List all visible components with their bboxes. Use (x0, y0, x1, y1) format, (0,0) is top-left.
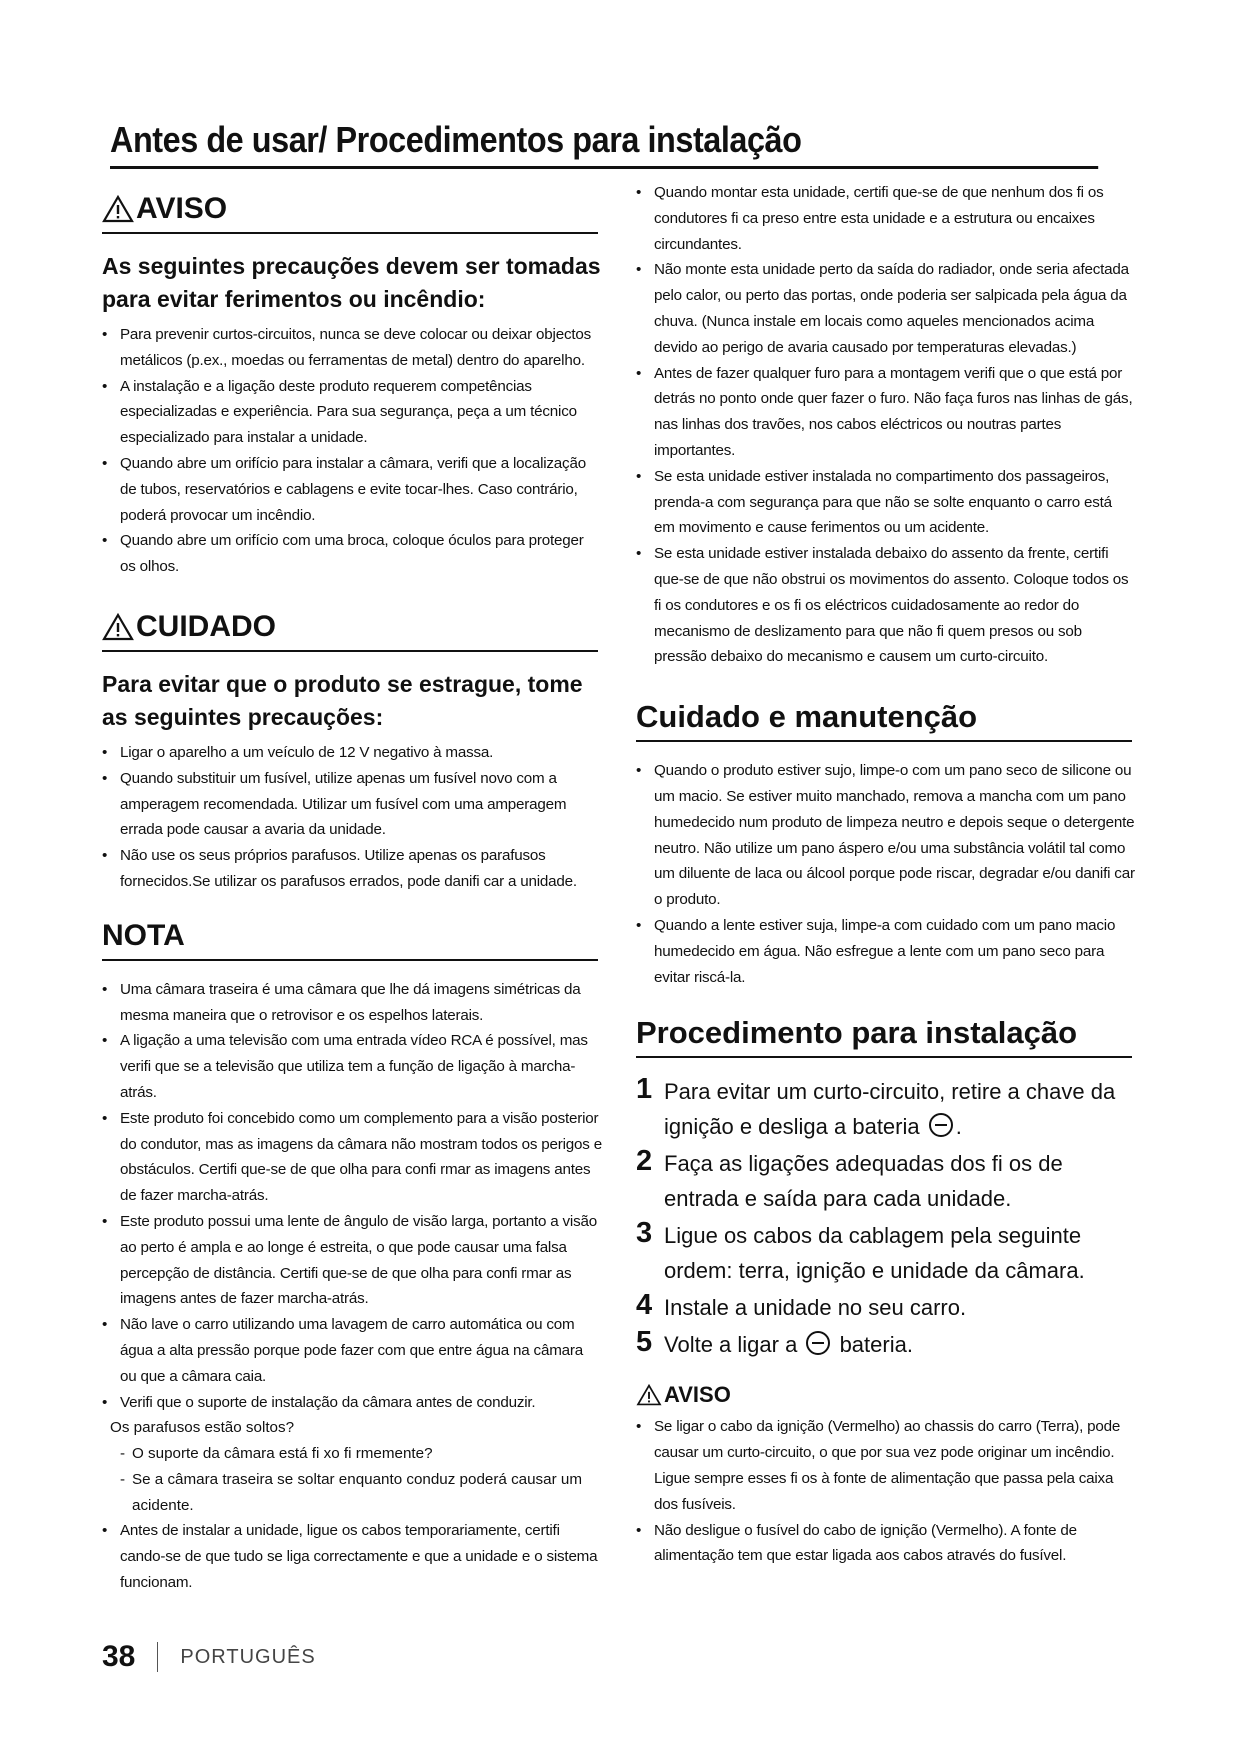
step-text: Para evitar um curto-circuito, retire a chave da ignição e desliga a bateria (664, 1079, 1116, 1140)
step-text: Instale a unidade no seu carro. (664, 1295, 967, 1321)
list-item: • Para prevenir curtos-circuitos, nunca se deve colocar ou deixar objectos metálicos (p.ex., moedas ou ferramentas de metal) dentro do aparelho. (102, 322, 602, 374)
step-suffix: . (955, 1114, 962, 1140)
aviso2-heading (636, 1382, 1136, 1408)
warning-triangle-icon (102, 613, 134, 641)
procedimento-heading-text: Procedimento para instalação (636, 1015, 1078, 1051)
list-item: • Quando substituir um fusível, utilize apenas um fusível novo com a amperagem recomendada. Utilizar um fusível com uma amperagem errada pode causar a avaria da unidade. (102, 766, 602, 843)
list-item: • Quando montar esta unidade, certifi que-se de que nenhum dos fi os condutores fi ca preso entre esta unidade e a estrutura ou encaixes circundantes. (636, 180, 1136, 257)
page-title: Antes de usar/ Procedimentos para instalação (110, 118, 1098, 169)
page-number: 38 (102, 1640, 136, 1673)
list-item: • Não desligue o fusível do cabo de ignição (Vermelho). A fonte de alimentação tem que estar ligada aos cabos através do fusível. (636, 1518, 1136, 1570)
list-item: • Verifi que o suporte de instalação da câmara antes de conduzir. (102, 1390, 602, 1416)
step-number: 2 (636, 1145, 653, 1178)
step-item (636, 1290, 1136, 1325)
nota-list (102, 977, 602, 1416)
nota-list-end (102, 1518, 602, 1595)
step-item (636, 1218, 1136, 1288)
step-item (636, 1327, 1136, 1362)
step-number: 1 (636, 1073, 653, 1106)
nota-followup: Os parafusos estão soltos? (110, 1419, 295, 1437)
footer-divider (157, 1642, 158, 1672)
list-item: • A ligação a uma televisão com uma entrada vídeo RCA é possível, mas verifi que se a televisão que utiliza tem a função de ligação à marcha-atrás. (102, 1028, 602, 1105)
procedimento-heading (636, 1014, 1132, 1058)
aviso-list (102, 322, 602, 580)
list-item: • A instalação e a ligação deste produto requerem competências especializadas e experiência. Para sua segurança, peça a um técnico especializado para instalar a unidade. (102, 374, 602, 451)
manutencao-list (636, 758, 1136, 990)
step-item (636, 1074, 1136, 1144)
aviso-heading-text: AVISO (136, 192, 228, 225)
list-item: • Este produto possui uma lente de ângulo de visão larga, portanto a visão ao perto é ampla e ao longe é estreita, o que pode causar uma falsa percepção de distância. Certifi que-se de que olha para confi rmar as imagens antes de fazer marcha-atrás. (102, 1209, 602, 1312)
step-text: Faça as ligações adequadas dos fi os de entrada e saída para cada unidade. (664, 1151, 1063, 1212)
step-number: 5 (636, 1326, 653, 1359)
list-item: • Não use os seus próprios parafusos. Utilize apenas os parafusos fornecidos.Se utilizar os parafusos errados, pode danifi car a unidade. (102, 843, 602, 895)
list-item: • Se esta unidade estiver instalada no compartimento dos passageiros, prenda-a com segurança para que não se solte enquanto o carro está em movimento e cause ferimentos ou um acidente. (636, 464, 1136, 541)
aviso2-list (636, 1414, 1136, 1569)
cuidado-subheading: Para evitar que o produto se estrague, tome as seguintes precauções: (102, 670, 583, 730)
nota-dash-item: - O suporte da câmara está fi xo fi rmemente? (102, 1441, 602, 1467)
manutencao-heading (636, 698, 1132, 742)
battery-negative-icon (806, 1331, 830, 1355)
aviso2-heading-text: AVISO (664, 1382, 731, 1408)
list-item: • Não monte esta unidade perto da saída do radiador, onde seria afectada pelo calor, ou perto das portas, onde poderia ser salpicada pela água da chuva. (Nunca instale em locais como aqueles mencionados acima devido ao perigo de avaria causado por temperaturas elevadas.) (636, 257, 1136, 360)
list-item: • Este produto foi concebido como um complemento para a visão posterior do condutor, mas as imagens da câmara não mostram todos os perigos e obstáculos. Certifi que-se de que olha para confi rmar as imagens antes de fazer marcha-atrás. (102, 1106, 602, 1209)
aviso-subheading: As seguintes precauções devem ser tomadas para evitar ferimentos ou incêndio: (102, 253, 601, 312)
step-text: Volte a ligar a (664, 1332, 798, 1358)
list-item: • Quando a lente estiver suja, limpe-a com cuidado com um pano macio humedecido em água. Não esfregue a lente com um pano seco para evitar riscá-la. (636, 913, 1136, 990)
right-column (636, 180, 1136, 1569)
nota-heading-text: NOTA (102, 918, 185, 952)
step-number: 3 (636, 1217, 653, 1250)
footer-language: PORTUGUÊS (180, 1645, 316, 1668)
list-item: • Quando abre um orifício para instalar a câmara, verifi que a localização de tubos, reservatórios e cablagens e evite tocar-lhes. Caso contrário, poderá provocar um incêndio. (102, 451, 602, 528)
warning-triangle-icon (636, 1384, 662, 1406)
step-suffix: bateria. (839, 1332, 913, 1358)
page-footer (102, 1640, 316, 1674)
cuidado-list (102, 740, 602, 895)
procedimento-steps (636, 1074, 1136, 1362)
battery-negative-icon (929, 1113, 953, 1137)
step-text: Ligue os cabos da cablagem pela seguinte ordem: terra, ignição e unidade da câmara. (664, 1223, 1085, 1284)
step-item (636, 1146, 1136, 1216)
cuidado-heading (102, 608, 598, 652)
nota-heading (102, 917, 598, 961)
list-item: • Antes de instalar a unidade, ligue os cabos temporariamente, certifi cando-se de que tudo se liga correctamente e que a unidade e o sistema funcionam. (102, 1518, 602, 1595)
warning-triangle-icon (102, 195, 134, 223)
manutencao-heading-text: Cuidado e manutenção (636, 699, 978, 735)
list-item: • Uma câmara traseira é uma câmara que lhe dá imagens simétricas da mesma maneira que o retrovisor e os espelhos laterais. (102, 977, 602, 1029)
list-item: • Quando abre um orifício com uma broca, coloque óculos para proteger os olhos. (102, 528, 602, 580)
list-item: • Antes de fazer qualquer furo para a montagem verifi que o que está por detrás no ponto onde quer fazer o furo. Não faça furos nas linhas de gás, nas linhas dos travões, nos cabos eléctricos ou noutras partes importantes. (636, 361, 1136, 464)
cuidado-heading-text: CUIDADO (136, 609, 276, 643)
list-item: • Não lave o carro utilizando uma lavagem de carro automática ou com água a alta pressão porque pode fazer com que entre água na câmara ou que a câmara caia. (102, 1312, 602, 1389)
list-item: • Se esta unidade estiver instalada debaixo do assento da frente, certifi que-se de que não obstrui os movimentos do assento. Coloque todos os fi os condutores e os fi os eléctricos cuidadosamente ao redor do mecanismo de deslizamento para que não fi quem presos ou sob pressão debaixo do mecanismo e causem um curto-circuito. (636, 541, 1136, 670)
aviso-heading (102, 190, 598, 234)
installation-cautions-list (636, 180, 1136, 670)
nota-dash-item: - Se a câmara traseira se soltar enquanto conduz poderá causar um acidente. (102, 1467, 602, 1519)
left-column (102, 190, 602, 1596)
step-number: 4 (636, 1289, 653, 1322)
list-item: • Quando o produto estiver sujo, limpe-o com um pano seco de silicone ou um macio. Se estiver muito manchado, remova a mancha com um pano humedecido num produto de limpeza neutro e depois seque o detergente neutro. Não utilize um pano áspero e/ou uma substância volátil tal como um diluente de laca ou álcool porque pode riscar, degradar e/ou danifi car o produto. (636, 758, 1136, 913)
list-item: • Se ligar o cabo da ignição (Vermelho) ao chassis do carro (Terra), pode causar um curto-circuito, o que por sua vez pode originar um incêndio. Ligue sempre esses fi os à fonte de alimentação que passa pela caixa dos fusíveis. (636, 1414, 1136, 1517)
list-item: • Ligar o aparelho a um veículo de 12 V negativo à massa. (102, 740, 602, 766)
